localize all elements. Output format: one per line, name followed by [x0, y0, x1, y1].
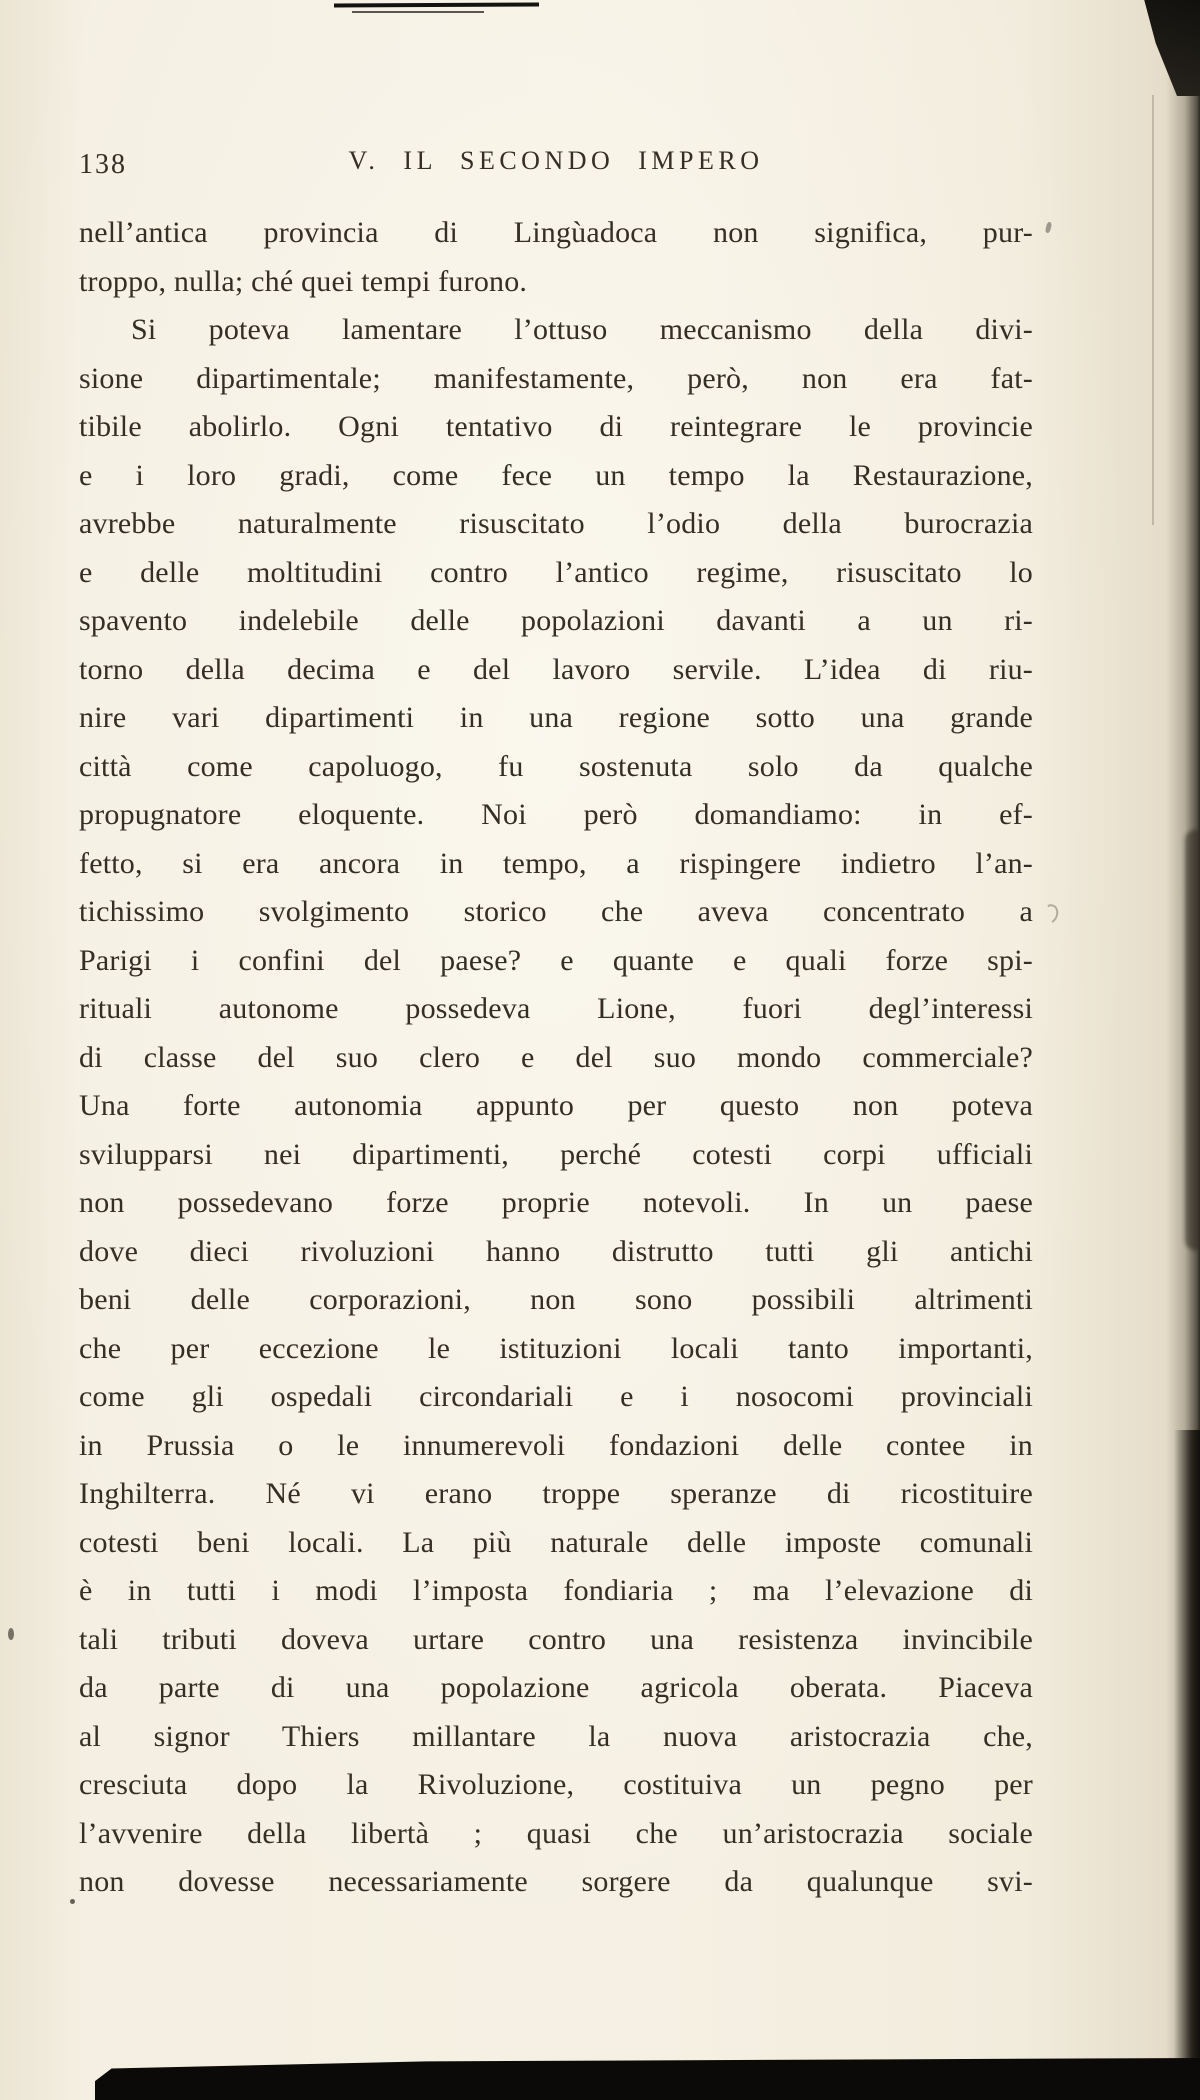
text-line: da parte di una popolazione agricola oberata. Piaceva: [79, 1671, 1033, 1704]
text-line: dove dieci rivoluzioni hanno distrutto tutti gli antichi: [79, 1234, 1033, 1268]
text-line: rituali autonome possedeva Lione, fuori degl’interessi: [79, 992, 1033, 1025]
scan-artifact-right-edge-blotch: [1185, 830, 1200, 1250]
text-line: fetto, si era ancora in tempo, a rispingere indietro l’an-: [79, 846, 1033, 880]
text-line: Una forte autonomia appunto per questo non poteva: [79, 1089, 1033, 1122]
text-line: cresciuta dopo la Rivoluzione, costituiva un pegno per: [79, 1768, 1033, 1801]
scan-artifact-right-edge-lower: [1174, 1430, 1200, 2100]
text-line: al signor Thiers millantare la nuova aristocrazia che,: [79, 1719, 1033, 1753]
scan-artifact-top-line: [334, 2, 539, 7]
scan-artifact-speckle: [1045, 222, 1053, 234]
page-number: 138: [79, 149, 127, 180]
text-line: di classe del suo clero e del suo mondo commerciale?: [79, 1040, 1033, 1074]
text-line: tibile abolirlo. Ogni tentativo di reintegrare le provincie: [79, 410, 1033, 443]
text-line: in Prussia o le innumerevoli fondazioni delle contee in: [79, 1428, 1033, 1462]
text-line: torno della decima e del lavoro servile. L’idea di riu-: [79, 652, 1033, 686]
paragraph: [79, 306, 1033, 1907]
scan-artifact-speckle: [1039, 902, 1061, 926]
scan-artifact-speckle: [8, 1628, 14, 1640]
text-line: tali tributi doveva urtare contro una resistenza invincibile: [79, 1622, 1033, 1656]
scan-artifact-speckle: [70, 1899, 75, 1904]
text-line: e delle moltitudini contro l’antico regime, risuscitato lo: [79, 555, 1033, 589]
text-line: e i loro gradi, come fece un tempo la Restaurazione,: [79, 458, 1033, 492]
text-line: nell’antica provincia di Lingùadoca non significa, pur-: [79, 216, 1033, 249]
text-line: tichissimo svolgimento storico che aveva concentrato a: [79, 895, 1033, 928]
text-line: non possedevano forze proprie notevoli. In un paese: [79, 1186, 1033, 1219]
text-line: Si poteva lamentare l’ottuso meccanismo della divi-: [131, 313, 1033, 346]
text-line: Inghilterra. Né vi erano troppe speranze di ricostituire: [79, 1477, 1033, 1510]
text-line: propugnatore eloquente. Noi però domandiamo: in ef-: [79, 798, 1033, 831]
scan-artifact-top-right-corner: [1118, 0, 1200, 96]
text-line: città come capoluogo, fu sostenuta solo da qualche: [79, 749, 1033, 783]
text-line: beni delle corporazioni, non sono possibili altrimenti: [79, 1283, 1033, 1316]
text-line: che per eccezione le istituzioni locali tanto importanti,: [79, 1331, 1033, 1365]
text-line: come gli ospedali circondariali e i nosocomi provinciali: [79, 1380, 1033, 1413]
running-head: V. IL SECONDO IMPERO: [348, 146, 764, 175]
text-line: svilupparsi nei dipartimenti, perché cotesti corpi ufficiali: [79, 1137, 1033, 1171]
text-line: non dovesse necessariamente sorgere da qualunque svi-: [79, 1865, 1033, 1898]
body-text: [79, 209, 1033, 1907]
text-line: Parigi i confini del paese? e quante e quali forze spi-: [79, 943, 1033, 977]
text-line: è in tutti i modi l’imposta fondiaria ; ma l’elevazione di: [79, 1574, 1033, 1607]
scan-artifact-top-line-thin: [352, 11, 484, 13]
text-line: cotesti beni locali. La più naturale delle imposte comunali: [79, 1525, 1033, 1559]
text-line: nire vari dipartimenti in una regione sotto una grande: [79, 701, 1033, 734]
text-line: l’avvenire della libertà ; quasi che un’aristocrazia sociale: [79, 1816, 1033, 1850]
text-line: avrebbe naturalmente risuscitato l’odio della burocrazia: [79, 507, 1033, 540]
page-header: [79, 146, 1033, 188]
scan-artifact-bottom-bar: [95, 2058, 1200, 2100]
text-line: spavento indelebile delle popolazioni davanti a un ri-: [79, 604, 1033, 637]
paragraph: [79, 209, 1033, 306]
text-line: sione dipartimentale; manifestamente, però, non era fat-: [79, 361, 1033, 395]
scan-artifact-right-page-edge: [1166, 0, 1200, 2100]
scan-artifact-fold-line: [1152, 95, 1154, 525]
text-line: troppo, nulla; ché quei tempi furono.: [79, 264, 528, 298]
